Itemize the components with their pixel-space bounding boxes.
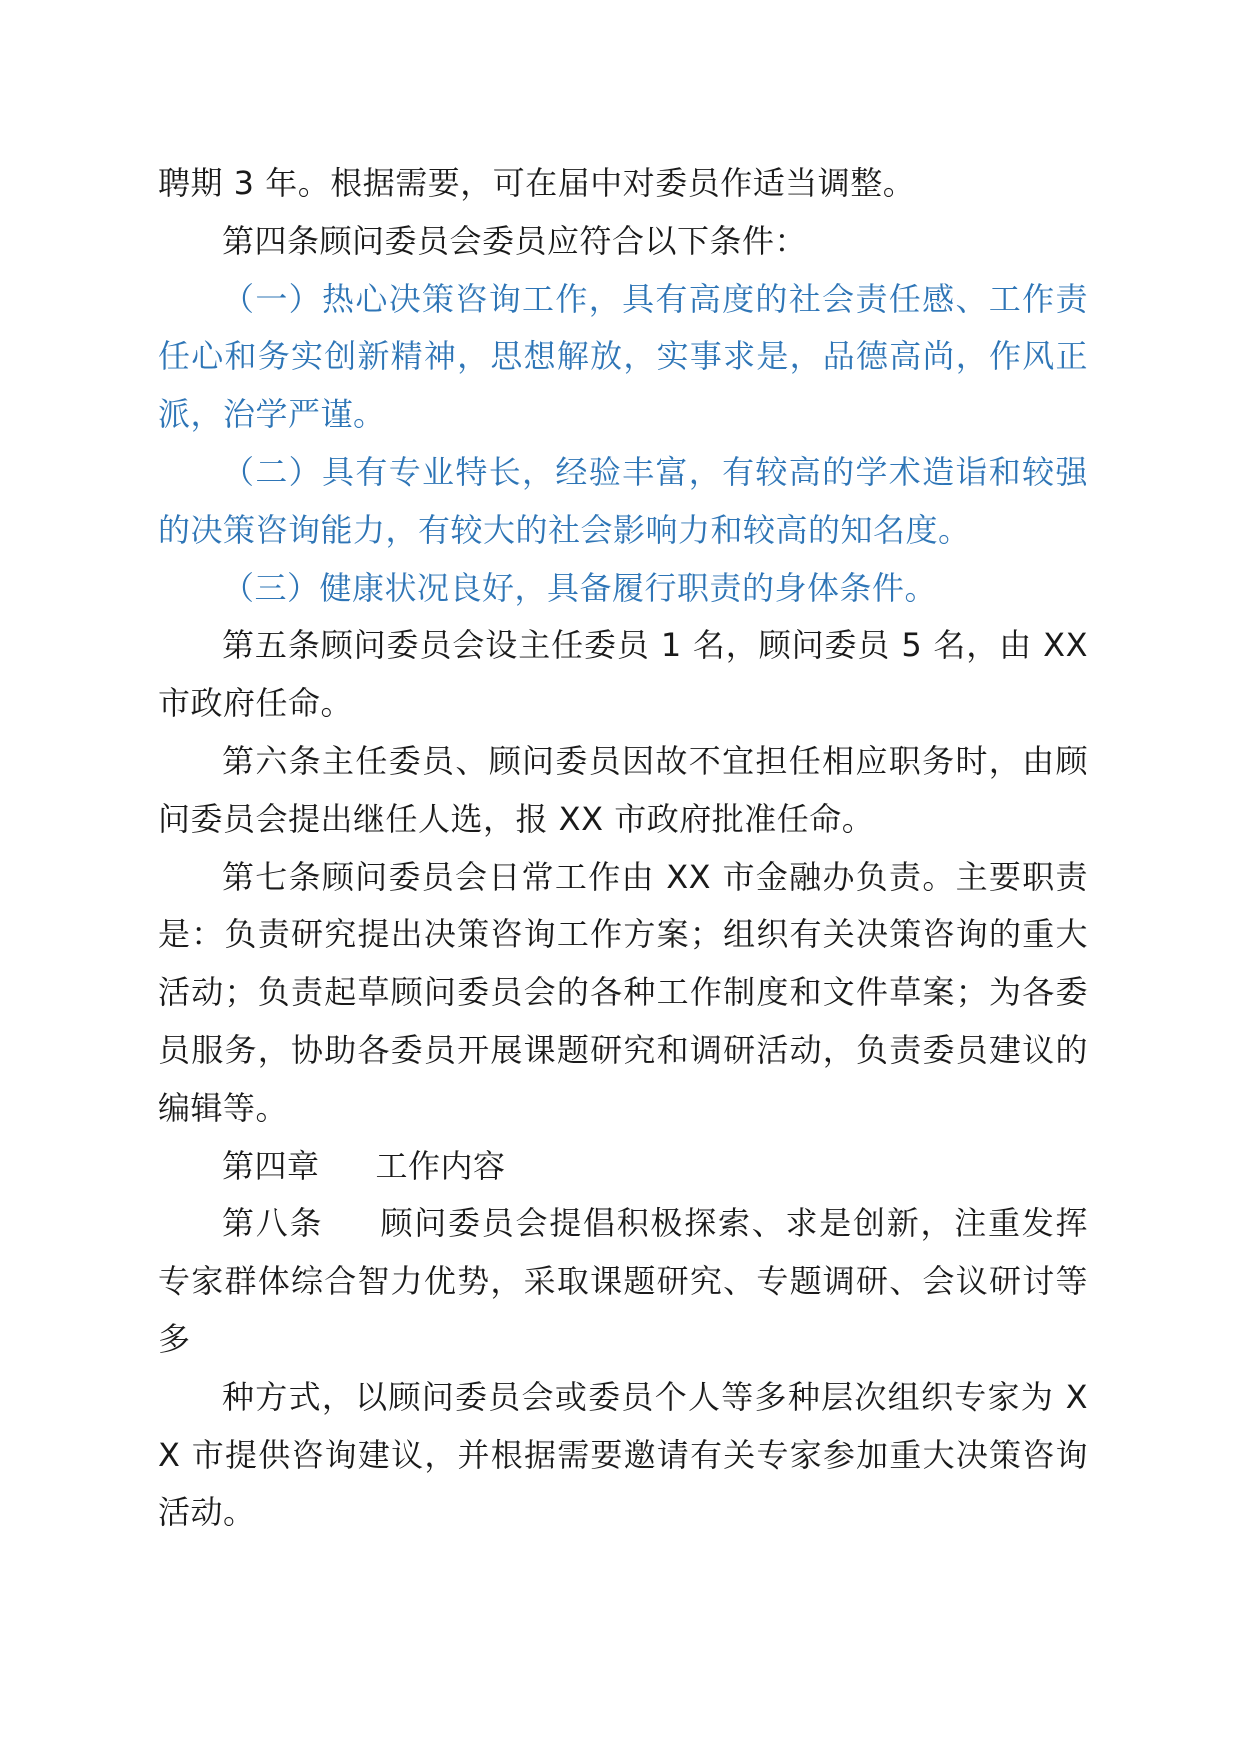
paragraph-term-of-office: 聘期 3 年。根据需要，可在届中对委员作适当调整。	[158, 164, 916, 202]
chapter-title: 工作内容	[375, 1146, 506, 1185]
condition-2: （二）具有专业特长，经验丰富，有较高的学术造诣和较强的决策咨询能力，有较大的社会影响力和较高的知名度。	[158, 452, 1088, 549]
article-4-heading: 第四条顾问委员会委员应符合以下条件：	[222, 221, 808, 260]
article-8-label: 第八条	[222, 1204, 324, 1243]
article-5: 第五条顾问委员会设主任委员 1 名，顾问委员 5 名，由 XX 市政府任命。	[158, 626, 1088, 723]
article-8-part-a	[158, 1195, 1088, 1368]
article-6: 第六条主任委员、顾问委员因故不宜担任相应职务时，由顾问委员会提出继任人选，报 XX 市政府批准任命。	[158, 741, 1088, 838]
document-body	[158, 155, 1088, 1542]
condition-3: （三）健康状况良好，具备履行职责的身体条件。	[222, 568, 938, 607]
chapter-label: 第四章	[222, 1146, 320, 1185]
chapter-4-heading	[158, 1138, 1088, 1196]
condition-1: （一）热心决策咨询工作，具有高度的社会责任感、工作责任心和务实创新精神，思想解放，实事求是，品德高尚，作风正派，治学严谨。	[158, 279, 1088, 434]
article-7: 第七条顾问委员会日常工作由 XX 市金融办负责。主要职责是：负责研究提出决策咨询工作方案；组织有关决策咨询的重大活动；负责起草顾问委员会的各种工作制度和文件草案；为各委员服务，协助各委员开展课题研究和调研活动，负责委员建议的编辑等。	[158, 857, 1088, 1127]
article-8-text-a: 顾问委员会提倡积极探索、求是创新，注重发挥专家群体综合智力优势，采取课题研究、专题调研、会议研讨等多	[158, 1204, 1088, 1358]
article-8-part-b: 种方式，以顾问委员会或委员个人等多种层次组织专家为 XX 市提供咨询建议，并根据需要邀请有关专家参加重大决策咨询活动。	[158, 1377, 1088, 1532]
